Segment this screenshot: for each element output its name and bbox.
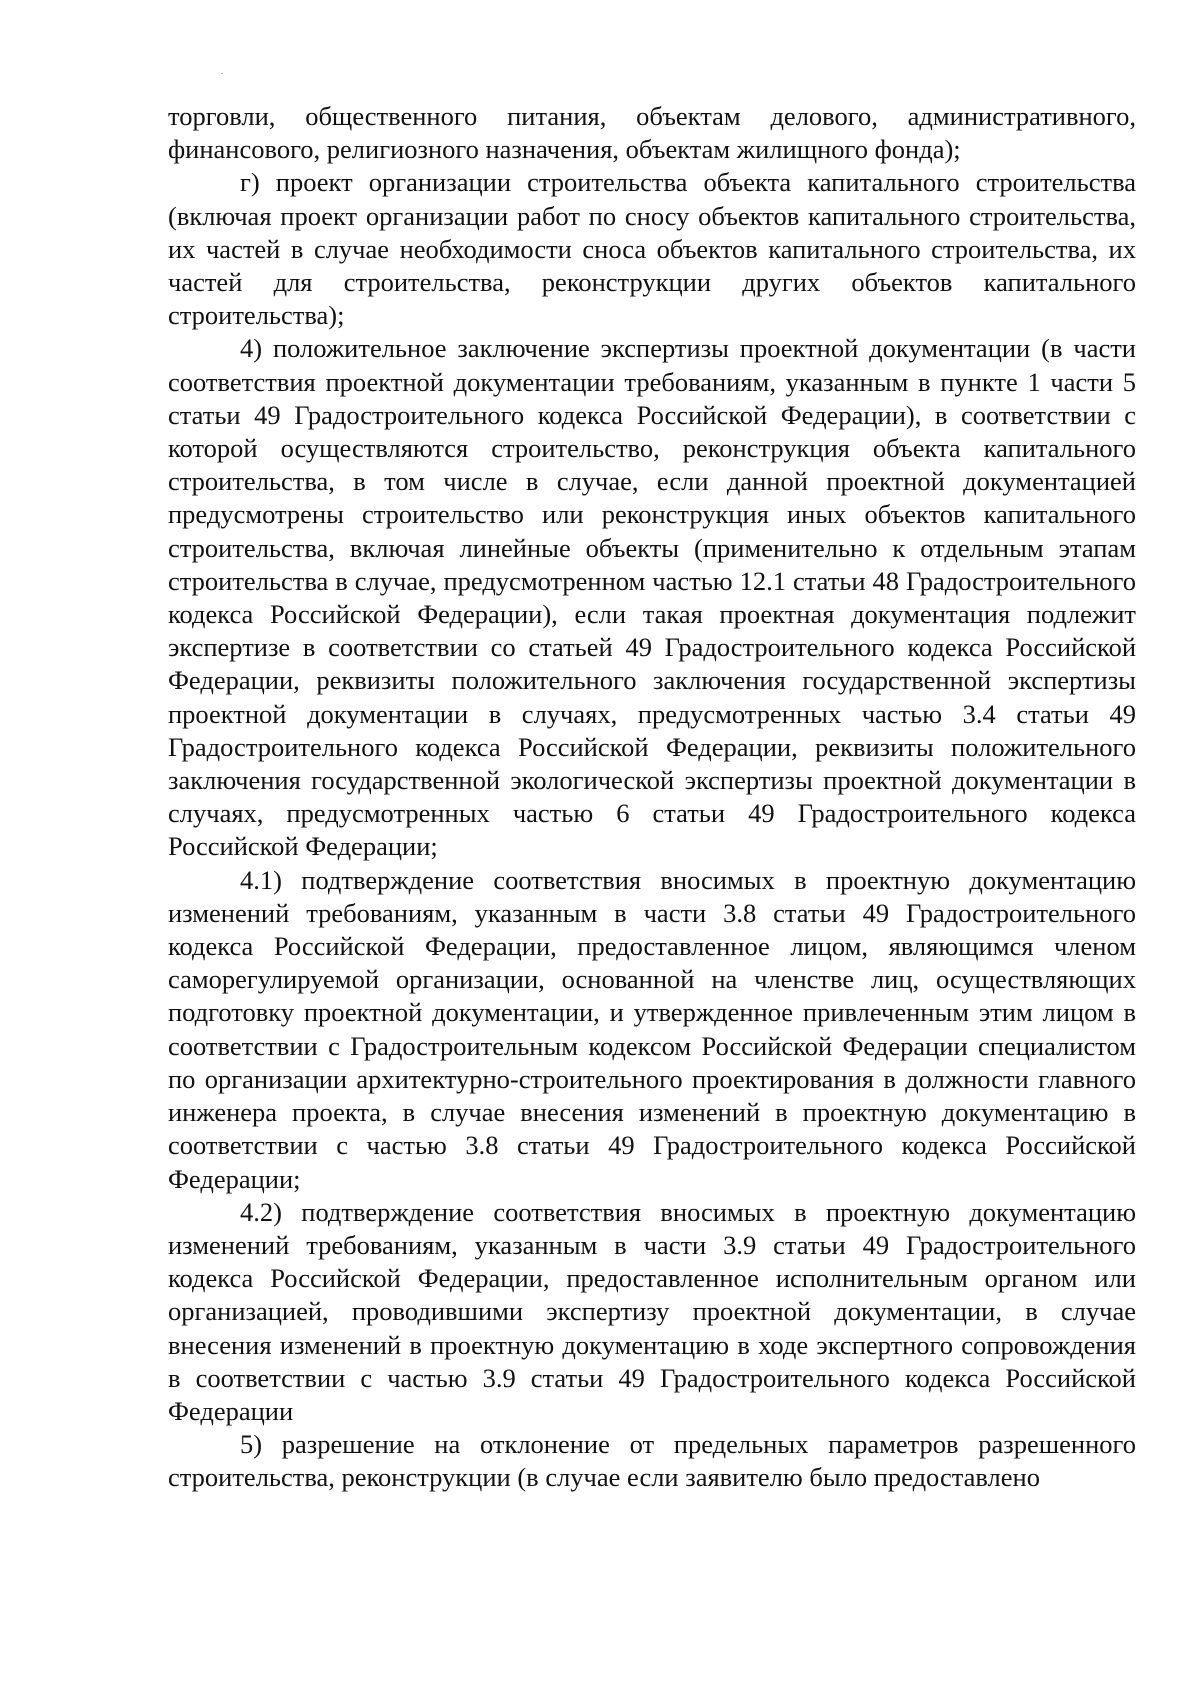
paragraph-item-g: г) проект организации строительства объекта капитального строительства (включая проект организации работ по сносу объектов капитального строительства, их частей в случае необходимости сноса объектов капитального строительства, их частей для строительства, реконструкции других объектов капитального строительства); bbox=[168, 167, 1136, 331]
paragraph-item-4-1: 4.1) подтверждение соответствия вносимых в проектную документацию изменений требованиям, указанным в части 3.8 статьи 49 Градостроительного кодекса Российской Федерации, предоставленное лицом, являющимся членом саморегулируемой организации, основанной на членстве лиц, осуществляющих подготовку проектной документации, и утвержденное привлеченным этим лицом в соответствии с Градостроительным кодексом Российской Федерации специалистом по организации архитектурно-строительного проектирования в должности главного инженера проекта, в случае внесения изменений в проектную документацию в соответствии с частью 3.8 статьи 49 Градостроительного кодекса Российской Федерации; bbox=[168, 864, 1136, 1194]
paragraph-item-4: 4) положительное заключение экспертизы проектной документации (в части соответствия проектной документации требованиям, указанным в пункте 1 части 5 статьи 49 Градостроительного кодекса Российской Федерации), в соответствии с которой осуществляются строительство, реконструкция объекта капитального строительства, в том числе в случае, если данной проектной документацией предусмотрены строительство или реконструкция иных объектов капитального строительства, включая линейные объекты (применительно к отдельным этапам строительства в случае, предусмотренном частью 12.1 статьи 48 Градостроительного кодекса Российской Федерации), если такая проектная документация подлежит экспертизе в соответствии со статьей 49 Градостроительного кодекса Российской Федерации, реквизиты положительного заключения государственной экспертизы проектной документации в случаях, предусмотренных частью 3.4 статьи 49 Градостроительного кодекса Российской Федерации, реквизиты положительного заключения государственной экологической экспертизы проектной документации в случаях, предусмотренных частью 6 статьи 49 Градостроительного кодекса Российской Федерации; bbox=[168, 333, 1136, 862]
paragraph-continuation: торговли, общественного питания, объектам делового, административного, финансового, религиозного назначения, объектам жилищного фонда); bbox=[168, 101, 1136, 165]
document-page bbox=[168, 100, 1136, 1495]
paragraph-item-4-2: 4.2) подтверждение соответствия вносимых в проектную документацию изменений требованиям, указанным в части 3.9 статьи 49 Градостроительного кодекса Российской Федерации, предоставленное исполнительным органом или организацией, проводившими экспертизу проектной документации, в случае внесения изменений в проектную документацию в ходе экспертного сопровождения в соответствии с частью 3.9 статьи 49 Градостроительного кодекса Российской Федерации bbox=[168, 1196, 1136, 1426]
scan-speck bbox=[221, 73, 223, 74]
paragraph-item-5: 5) разрешение на отклонение от предельных параметров разрешенного строительства, реконструкции (в случае если заявителю было предоставлено bbox=[168, 1429, 1136, 1493]
